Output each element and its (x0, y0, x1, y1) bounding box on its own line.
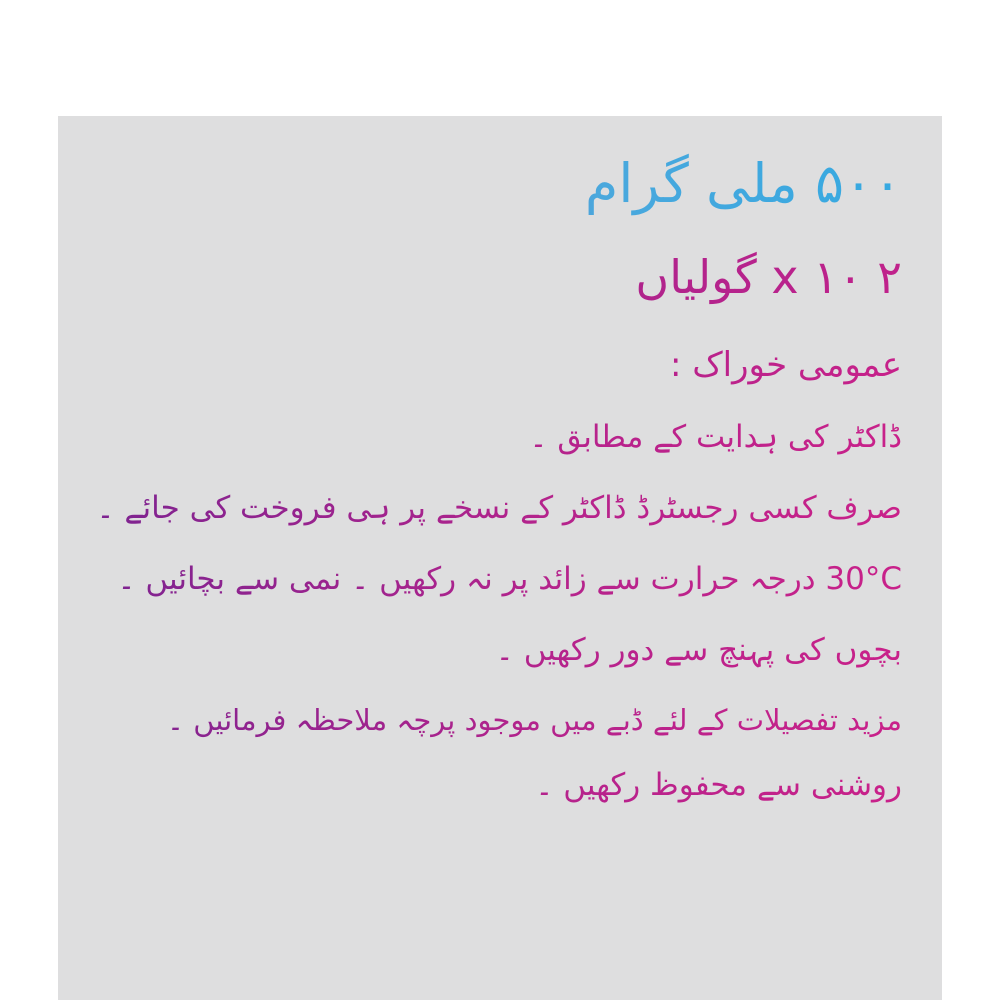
label-content (58, 116, 942, 1000)
strength-text: ۵۰۰ ملی گرام (98, 150, 902, 218)
dosage-line-doctor-advice: ڈاکٹر کی ہدایت کے مطابق ۔ (98, 415, 902, 460)
label-panel (58, 116, 942, 1000)
dosage-line-see-leaflet: مزید تفصیلات کے لئے ڈبے میں موجود پرچہ ملاحظہ فرمائیں ۔ (98, 699, 902, 741)
dosage-line-keep-away-children: بچوں کی پہنچ سے دور رکھیں ۔ (98, 628, 902, 673)
dosage-heading: عمومی خوراک : (98, 343, 902, 389)
dosage-line-prescription-only: صرف کسی رجسٹرڈ ڈاکٹر کے نسخے پر ہی فروخت کی جائے ۔ (98, 486, 902, 531)
pack-count-text: ۲ x ۱۰ گولیاں (98, 248, 902, 308)
dosage-line-protect-from-light: روشنی سے محفوظ رکھیں ۔ (98, 763, 902, 808)
dosage-line-storage-temperature: 30°C درجہ حرارت سے زائد پر نہ رکھیں ۔ نمی سے بچائیں ۔ (98, 557, 902, 602)
